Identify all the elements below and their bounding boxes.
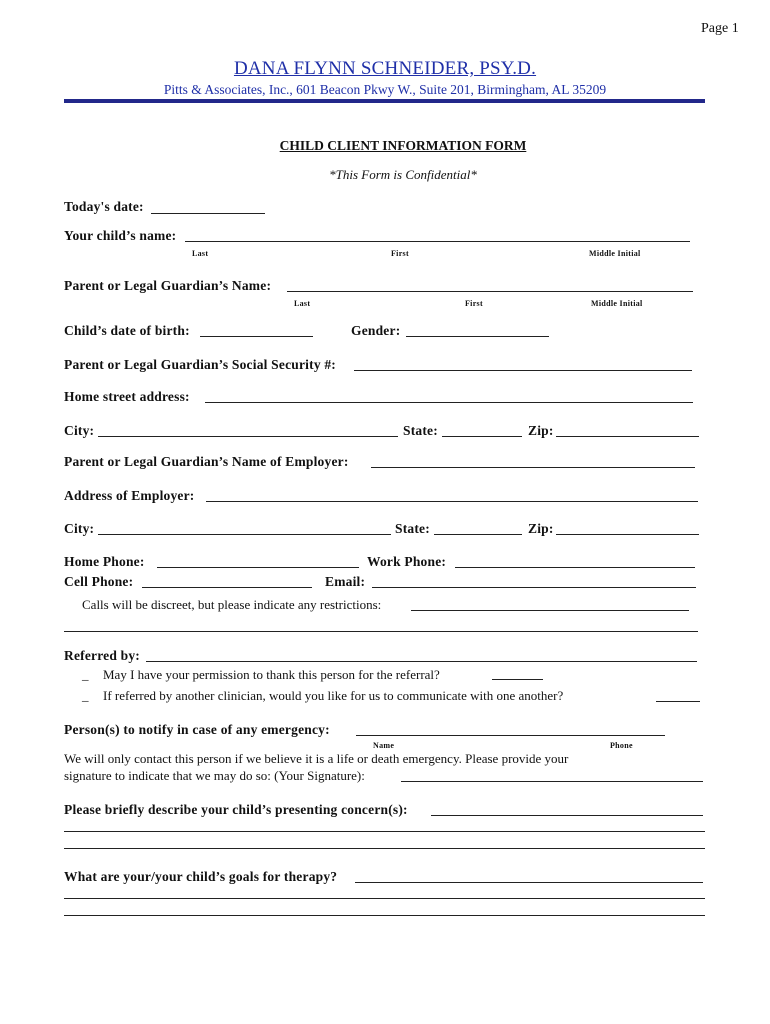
- restrictions-label: Calls will be discreet, but please indicate any restrictions:: [82, 597, 382, 612]
- guardian-name-middle-caption: Middle Initial: [591, 299, 643, 308]
- therapy-goals-label: What are your/your child’s goals for therapy?: [64, 869, 338, 884]
- work-phone-label: Work Phone:: [367, 554, 447, 569]
- referral-thank-answer[interactable]: [492, 665, 543, 680]
- employer-zip-field[interactable]: [556, 520, 699, 535]
- guardian-name-last-caption: Last: [294, 299, 311, 308]
- employer-state-label: State:: [395, 521, 430, 536]
- email-label: Email:: [325, 574, 366, 589]
- signature-field[interactable]: [401, 767, 703, 782]
- practice-address: Pitts & Associates, Inc., 601 Beacon Pkwy W., Suite 201, Birmingham, AL 35209: [163, 82, 607, 97]
- emergency-note: We will only contact this person if we believe it is a life or death emergency. Please provide your: [64, 751, 569, 766]
- restrictions-field[interactable]: [411, 596, 689, 611]
- referral-q1-bullet: _: [82, 667, 89, 682]
- restrictions-field-line-2[interactable]: [64, 617, 698, 632]
- dob-label: Child’s date of birth:: [64, 323, 190, 338]
- header-divider: [64, 99, 705, 103]
- todays-date-field[interactable]: [151, 199, 265, 214]
- cell-phone-label: Cell Phone:: [64, 574, 134, 589]
- ssn-label: Parent or Legal Guardian’s Social Security #:: [64, 357, 336, 372]
- child-name-middle-caption: Middle Initial: [589, 249, 641, 258]
- emergency-phone-caption: Phone: [610, 741, 633, 750]
- child-name-last-caption: Last: [192, 249, 209, 258]
- state-field[interactable]: [442, 422, 522, 437]
- presenting-concerns-label: Please briefly describe your child’s presenting concern(s):: [64, 802, 408, 817]
- presenting-concerns-field[interactable]: [431, 801, 703, 816]
- todays-date-label: Today's date:: [64, 199, 144, 214]
- guardian-name-first-caption: First: [465, 299, 483, 308]
- referred-by-label: Referred by:: [64, 648, 140, 663]
- employer-zip-label: Zip:: [528, 521, 554, 536]
- gender-label: Gender:: [351, 323, 401, 338]
- signature-label: signature to indicate that we may do so: (Your Signature):: [64, 768, 365, 783]
- referral-thank-question: May I have your permission to thank this person for the referral?: [103, 667, 440, 682]
- form-title: CHILD CLIENT INFORMATION FORM: [279, 138, 527, 153]
- state-label: State:: [403, 423, 438, 438]
- employer-name-field[interactable]: [371, 453, 695, 468]
- home-address-field[interactable]: [205, 388, 693, 403]
- ssn-field[interactable]: [354, 356, 692, 371]
- referral-communicate-answer[interactable]: [656, 687, 700, 702]
- referred-by-field[interactable]: [146, 647, 697, 662]
- cell-phone-field[interactable]: [142, 573, 312, 588]
- work-phone-field[interactable]: [455, 553, 695, 568]
- home-address-label: Home street address:: [64, 389, 190, 404]
- presenting-concerns-line-3[interactable]: [64, 834, 705, 849]
- presenting-concerns-line-2[interactable]: [64, 817, 705, 832]
- child-name-first-caption: First: [391, 249, 409, 258]
- dob-field[interactable]: [200, 322, 313, 337]
- child-name-field[interactable]: [185, 227, 690, 242]
- referral-q2-bullet: _: [82, 688, 89, 703]
- employer-state-field[interactable]: [434, 520, 522, 535]
- guardian-name-field[interactable]: [287, 277, 693, 292]
- employer-address-field[interactable]: [206, 487, 698, 502]
- employer-address-label: Address of Employer:: [64, 488, 195, 503]
- therapy-goals-line-2[interactable]: [64, 884, 705, 899]
- zip-label: Zip:: [528, 423, 554, 438]
- employer-name-label: Parent or Legal Guardian’s Name of Employer:: [64, 454, 349, 469]
- city-label: City:: [64, 423, 95, 438]
- page-number: Page 1: [701, 21, 739, 36]
- emergency-contact-label: Person(s) to notify in case of any emergency:: [64, 722, 330, 737]
- email-field[interactable]: [372, 573, 696, 588]
- city-field[interactable]: [98, 422, 398, 437]
- therapy-goals-field[interactable]: [355, 868, 703, 883]
- zip-field[interactable]: [556, 422, 699, 437]
- emergency-contact-field[interactable]: [356, 721, 665, 736]
- home-phone-label: Home Phone:: [64, 554, 145, 569]
- therapy-goals-line-3[interactable]: [64, 901, 705, 916]
- gender-field[interactable]: [406, 322, 549, 337]
- child-name-label: Your child’s name:: [64, 228, 177, 243]
- confidential-note: *This Form is Confidential*: [329, 167, 477, 182]
- guardian-name-label: Parent or Legal Guardian’s Name:: [64, 278, 272, 293]
- emergency-name-caption: Name: [373, 741, 395, 750]
- employer-city-field[interactable]: [98, 520, 391, 535]
- referral-communicate-question: If referred by another clinician, would you like for us to communicate with one another?: [103, 688, 564, 703]
- home-phone-field[interactable]: [157, 553, 359, 568]
- employer-city-label: City:: [64, 521, 95, 536]
- practitioner-name: DANA FLYNN SCHNEIDER, PSY.D.: [233, 58, 537, 79]
